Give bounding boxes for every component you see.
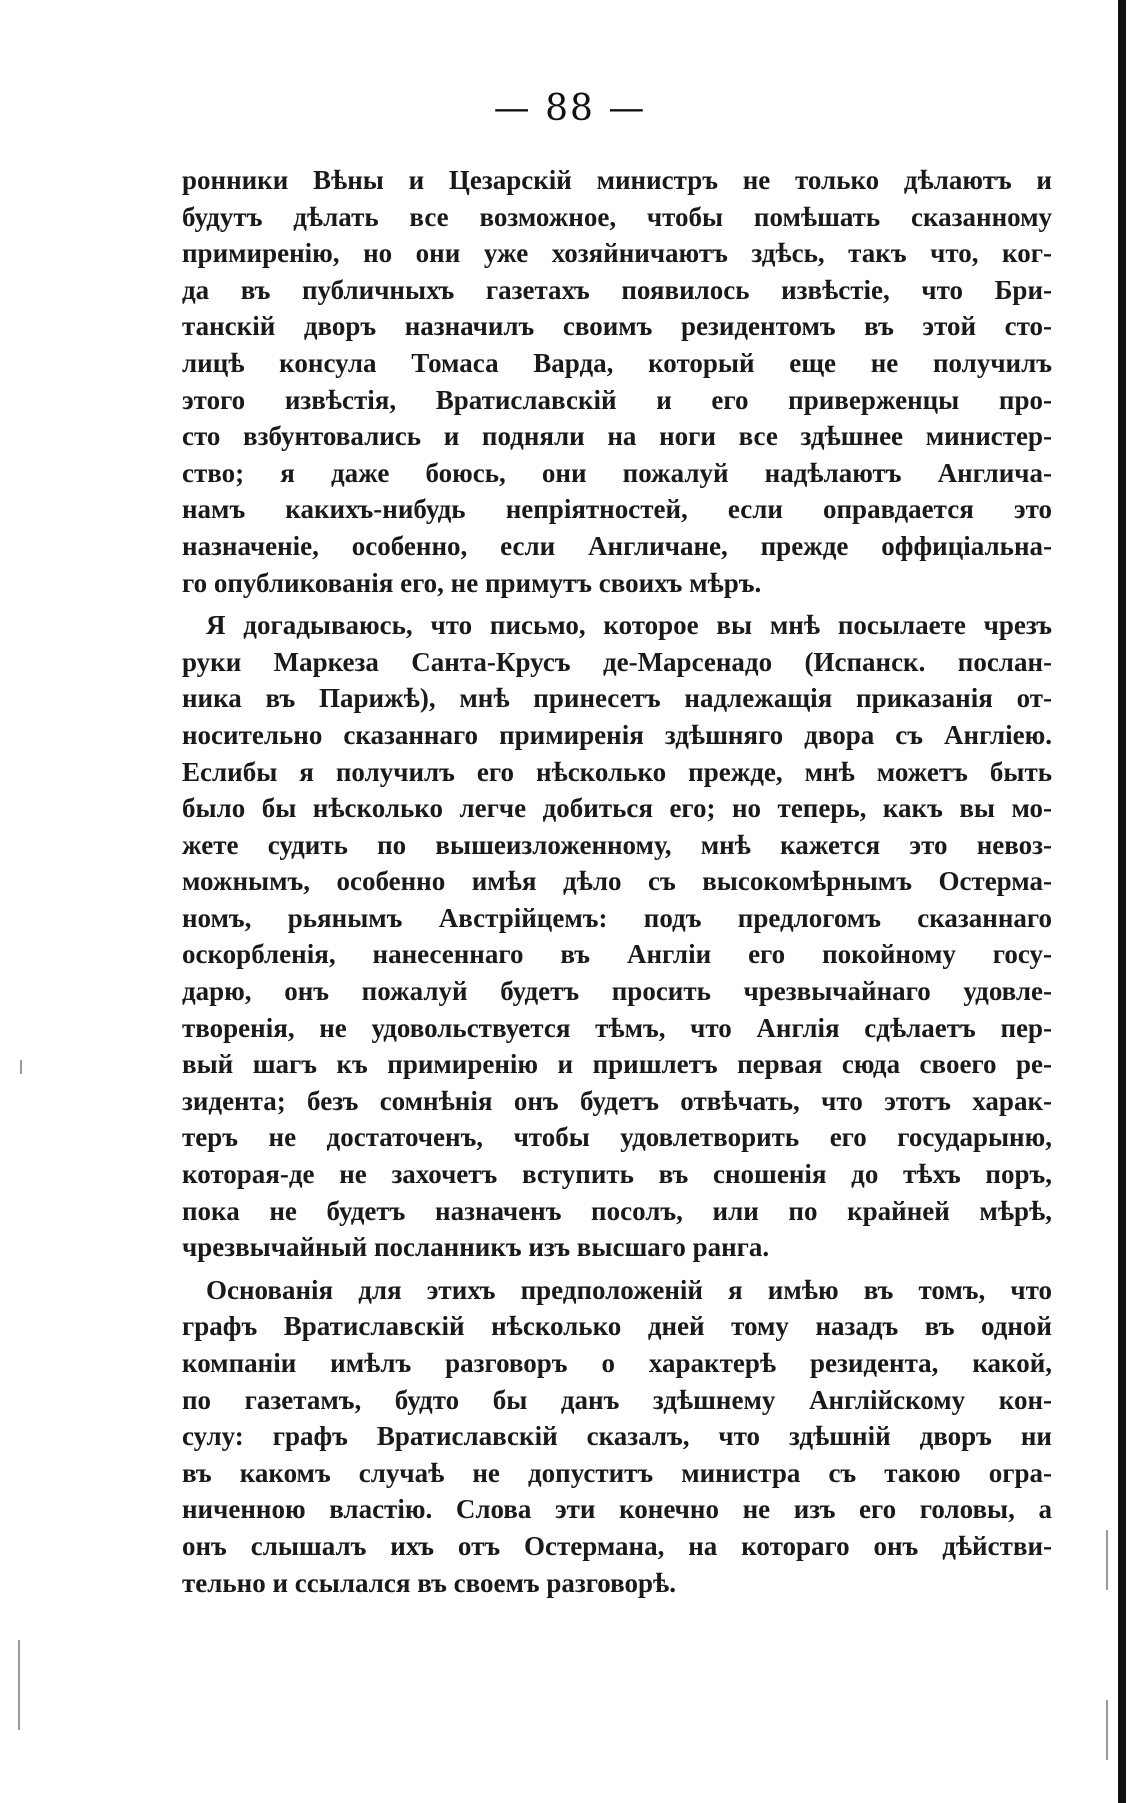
text-line: жете судить по вышеизложенному, мнѣ кажется это невоз-	[182, 829, 1052, 860]
scan-artifact	[1106, 1700, 1108, 1760]
text-line: Еслибы я получилъ его нѣсколько прежде, мнѣ можетъ быть	[182, 756, 1052, 787]
text-line: которая-де не захочетъ вступить въ сношенія до тѣхъ поръ,	[182, 1159, 1052, 1190]
text-line: пока не будетъ назначенъ посолъ, или по крайней мѣрѣ,	[182, 1195, 1052, 1226]
text-line: тельно и ссылался въ своемъ разговорѣ.	[182, 1567, 677, 1598]
text-line: въ какомъ случаѣ не допуститъ министра съ такою огра-	[182, 1457, 1052, 1488]
text-line: зидента; безъ сомнѣнія онъ будетъ отвѣчать, что этотъ харак-	[182, 1085, 1052, 1116]
text-line: творенія, не удовольствуется тѣмъ, что Англія сдѣлаетъ пер-	[182, 1012, 1052, 1043]
page-number: — 88 —	[493, 88, 647, 129]
text-line: ство; я даже боюсь, они пожалуй надѣлаютъ Англича-	[182, 457, 1052, 488]
text-line: теръ не достаточенъ, чтобы удовлетворить его государыню,	[182, 1122, 1052, 1153]
text-line: чрезвычайный посланникъ изъ высшаго ранга.	[182, 1232, 770, 1263]
text-line: примиренію, но они уже хозяйничаютъ здѣсь, такъ что, ког-	[182, 238, 1052, 269]
text-line: намъ какихъ-нибудь непріятностей, если оправдается это	[182, 494, 1052, 525]
text-line: ронники Вѣны и Цезарскій министръ не только дѣлаютъ и	[182, 165, 1052, 195]
paragraph	[182, 607, 1052, 1266]
text-line: онъ слышалъ ихъ отъ Остермана, на котораго онъ дѣйстви-	[182, 1530, 1052, 1561]
text-line: по газетамъ, будто бы данъ здѣшнему Англійскому кон-	[182, 1384, 1052, 1415]
text-line: ниченною властію. Слова эти конечно не изъ его головы, а	[182, 1494, 1052, 1525]
text-line: Основанія для этихъ предположеній я имѣю въ томъ, что	[206, 1274, 1052, 1305]
text-line: руки Маркеза Санта-Крусъ де-Марсенадо (Испанск. послан-	[182, 646, 1052, 677]
text-line: да въ публичныхъ газетахъ появилось извѣстіе, что Бри-	[182, 274, 1052, 305]
scan-artifact	[18, 1640, 20, 1730]
text-line: сулу: графъ Вратиславскій сказалъ, что здѣшній дворъ ни	[182, 1421, 1052, 1452]
text-line: будутъ дѣлать все возможное, чтобы помѣшать сказанному	[182, 201, 1052, 232]
text-line: дарю, онъ пожалуй будетъ просить чрезвычайнаго удовле-	[182, 976, 1052, 1007]
text-line: го опубликованія его, не примутъ своихъ мѣръ.	[182, 567, 762, 598]
text-line: носительно сказаннаго примиренія здѣшняго двора съ Англіею.	[182, 719, 1052, 750]
text-line: танскій дворъ назначилъ своимъ резидентомъ въ этой сто-	[182, 311, 1052, 342]
text-line: лицѣ консула Томаса Варда, который еще не получилъ	[182, 347, 1052, 378]
scan-artifact	[1106, 1530, 1108, 1590]
text-line: номъ, рьянымъ Австрійцемъ: подъ предлогомъ сказаннаго	[182, 902, 1052, 933]
text-line: графъ Вратиславскій нѣсколько дней тому назадъ въ одной	[182, 1311, 1052, 1342]
text-line: можнымъ, особенно имѣя дѣло съ высокомѣрнымъ Остерма-	[182, 866, 1052, 897]
text-line: оскорбленія, нанесеннаго въ Англіи его покойному госу-	[182, 939, 1052, 970]
body-text	[182, 162, 1052, 1601]
text-line: назначеніе, особенно, если Англичане, прежде оффиціальна-	[182, 530, 1052, 561]
text-line: компаніи имѣлъ разговоръ о характерѣ резидента, какой,	[182, 1348, 1052, 1378]
text-line: Я догадываюсь, что письмо, которое вы мнѣ посылаете чрезъ	[206, 610, 1052, 641]
page-edge-shadow	[1118, 0, 1126, 1803]
text-line: было бы нѣсколько легче добиться его; но теперь, какъ вы мо-	[182, 793, 1052, 824]
paragraph	[182, 162, 1052, 601]
text-line: сто взбунтовались и подняли на ноги все здѣшнее министер-	[182, 421, 1052, 452]
scan-artifact	[20, 1060, 22, 1074]
text-line: ника въ Парижѣ), мнѣ принесетъ надлежащія приказанія от-	[182, 683, 1052, 714]
paragraph	[182, 1272, 1052, 1601]
text-line: вый шагъ къ примиренію и пришлетъ первая сюда своего ре-	[182, 1049, 1052, 1080]
text-line: этого извѣстія, Вратиславскій и его приверженцы про-	[182, 384, 1052, 415]
